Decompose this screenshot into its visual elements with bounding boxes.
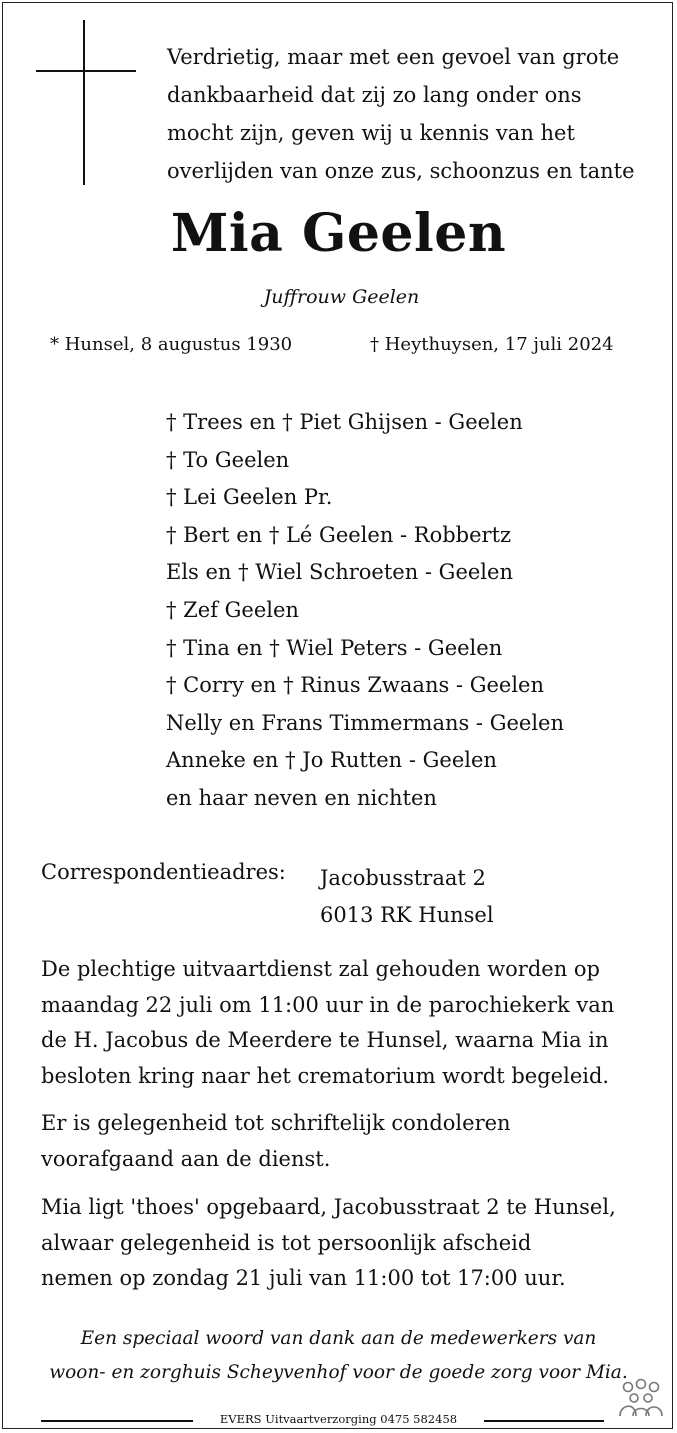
relative-line: Els en † Wiel Schroeten - Geelen <box>166 560 513 585</box>
family-group-logo-icon <box>616 1378 666 1418</box>
viewing-paragraph <box>41 1190 641 1297</box>
nickname: Juffrouw Geelen <box>263 286 420 308</box>
intro-line: Verdrietig, maar met een gevoel van grote <box>167 45 620 69</box>
paragraph-line: Mia ligt 'thoes' opgebaard, Jacobusstraat 2 te Hunsel, <box>41 1195 616 1219</box>
intro-line: dankbaarheid dat zij zo lang onder ons <box>167 83 582 107</box>
footer-rule-right <box>484 1420 604 1422</box>
funeral-service-paragraph <box>41 952 641 1094</box>
intro-line: mocht zijn, geven wij u kennis van het <box>167 121 575 145</box>
correspondence-address <box>320 860 494 934</box>
relative-line: Nelly en Frans Timmermans - Geelen <box>166 710 565 735</box>
paragraph-line: Er is gelegenheid tot schriftelijk condoleren <box>41 1111 511 1135</box>
footer-rule-left <box>41 1420 193 1422</box>
intro-text <box>167 38 647 190</box>
relative-line: † Trees en † Piet Ghijsen - Geelen <box>166 410 523 434</box>
address-city: 6013 RK Hunsel <box>320 903 494 927</box>
relative-line: † Zef Geelen <box>166 597 299 622</box>
paragraph-line: voorafgaand aan de dienst. <box>41 1146 331 1171</box>
paragraph-line: besloten kring naar het crematorium wordt begeleid. <box>41 1063 610 1088</box>
relative-line: † To Geelen <box>166 447 290 472</box>
paragraph-line: De plechtige uitvaartdienst zal gehouden worden op <box>41 957 601 981</box>
paragraph-line: nemen op zondag 21 juli van 11:00 tot 17:00 uur. <box>41 1266 566 1290</box>
paragraph-line: alwaar gelegenheid is tot persoonlijk afscheid <box>41 1230 532 1255</box>
relatives-list <box>166 404 564 818</box>
death-info: † Heythuysen, 17 juli 2024 <box>370 334 614 355</box>
relative-line: en haar neven en nichten <box>166 785 437 810</box>
relative-line: Anneke en † Jo Rutten - Geelen <box>166 748 497 773</box>
intro-line: overlijden van onze zus, schoonzus en tante <box>167 159 635 183</box>
relative-line: † Corry en † Rinus Zwaans - Geelen <box>166 673 544 698</box>
paragraph-line: de H. Jacobus de Meerdere te Hunsel, waarna Mia in <box>41 1028 609 1052</box>
relative-line: † Tina en † Wiel Peters - Geelen <box>166 635 503 660</box>
relative-line: † Lei Geelen Pr. <box>166 485 333 510</box>
address-street: Jacobusstraat 2 <box>320 866 486 890</box>
thanks-line: woon- en zorghuis Scheyvenhof voor de goede zorg voor Mia. <box>49 1362 628 1383</box>
thanks-line: Een speciaal woord van dank aan de medewerkers van <box>80 1328 597 1349</box>
relative-line: † Bert en † Lé Geelen - Robbertz <box>166 522 512 547</box>
thanks-note <box>0 1322 677 1390</box>
correspondence-label: Correspondentieadres: <box>41 860 286 884</box>
footer-undertaker: EVERS Uitvaartverzorging 0475 582458 <box>219 1412 458 1426</box>
deceased-name: Mia Geelen <box>170 203 507 264</box>
condolence-paragraph <box>41 1106 641 1177</box>
paragraph-line: maandag 22 juli om 11:00 uur in de parochiekerk van <box>41 992 615 1017</box>
birth-info: * Hunsel, 8 augustus 1930 <box>50 334 293 355</box>
